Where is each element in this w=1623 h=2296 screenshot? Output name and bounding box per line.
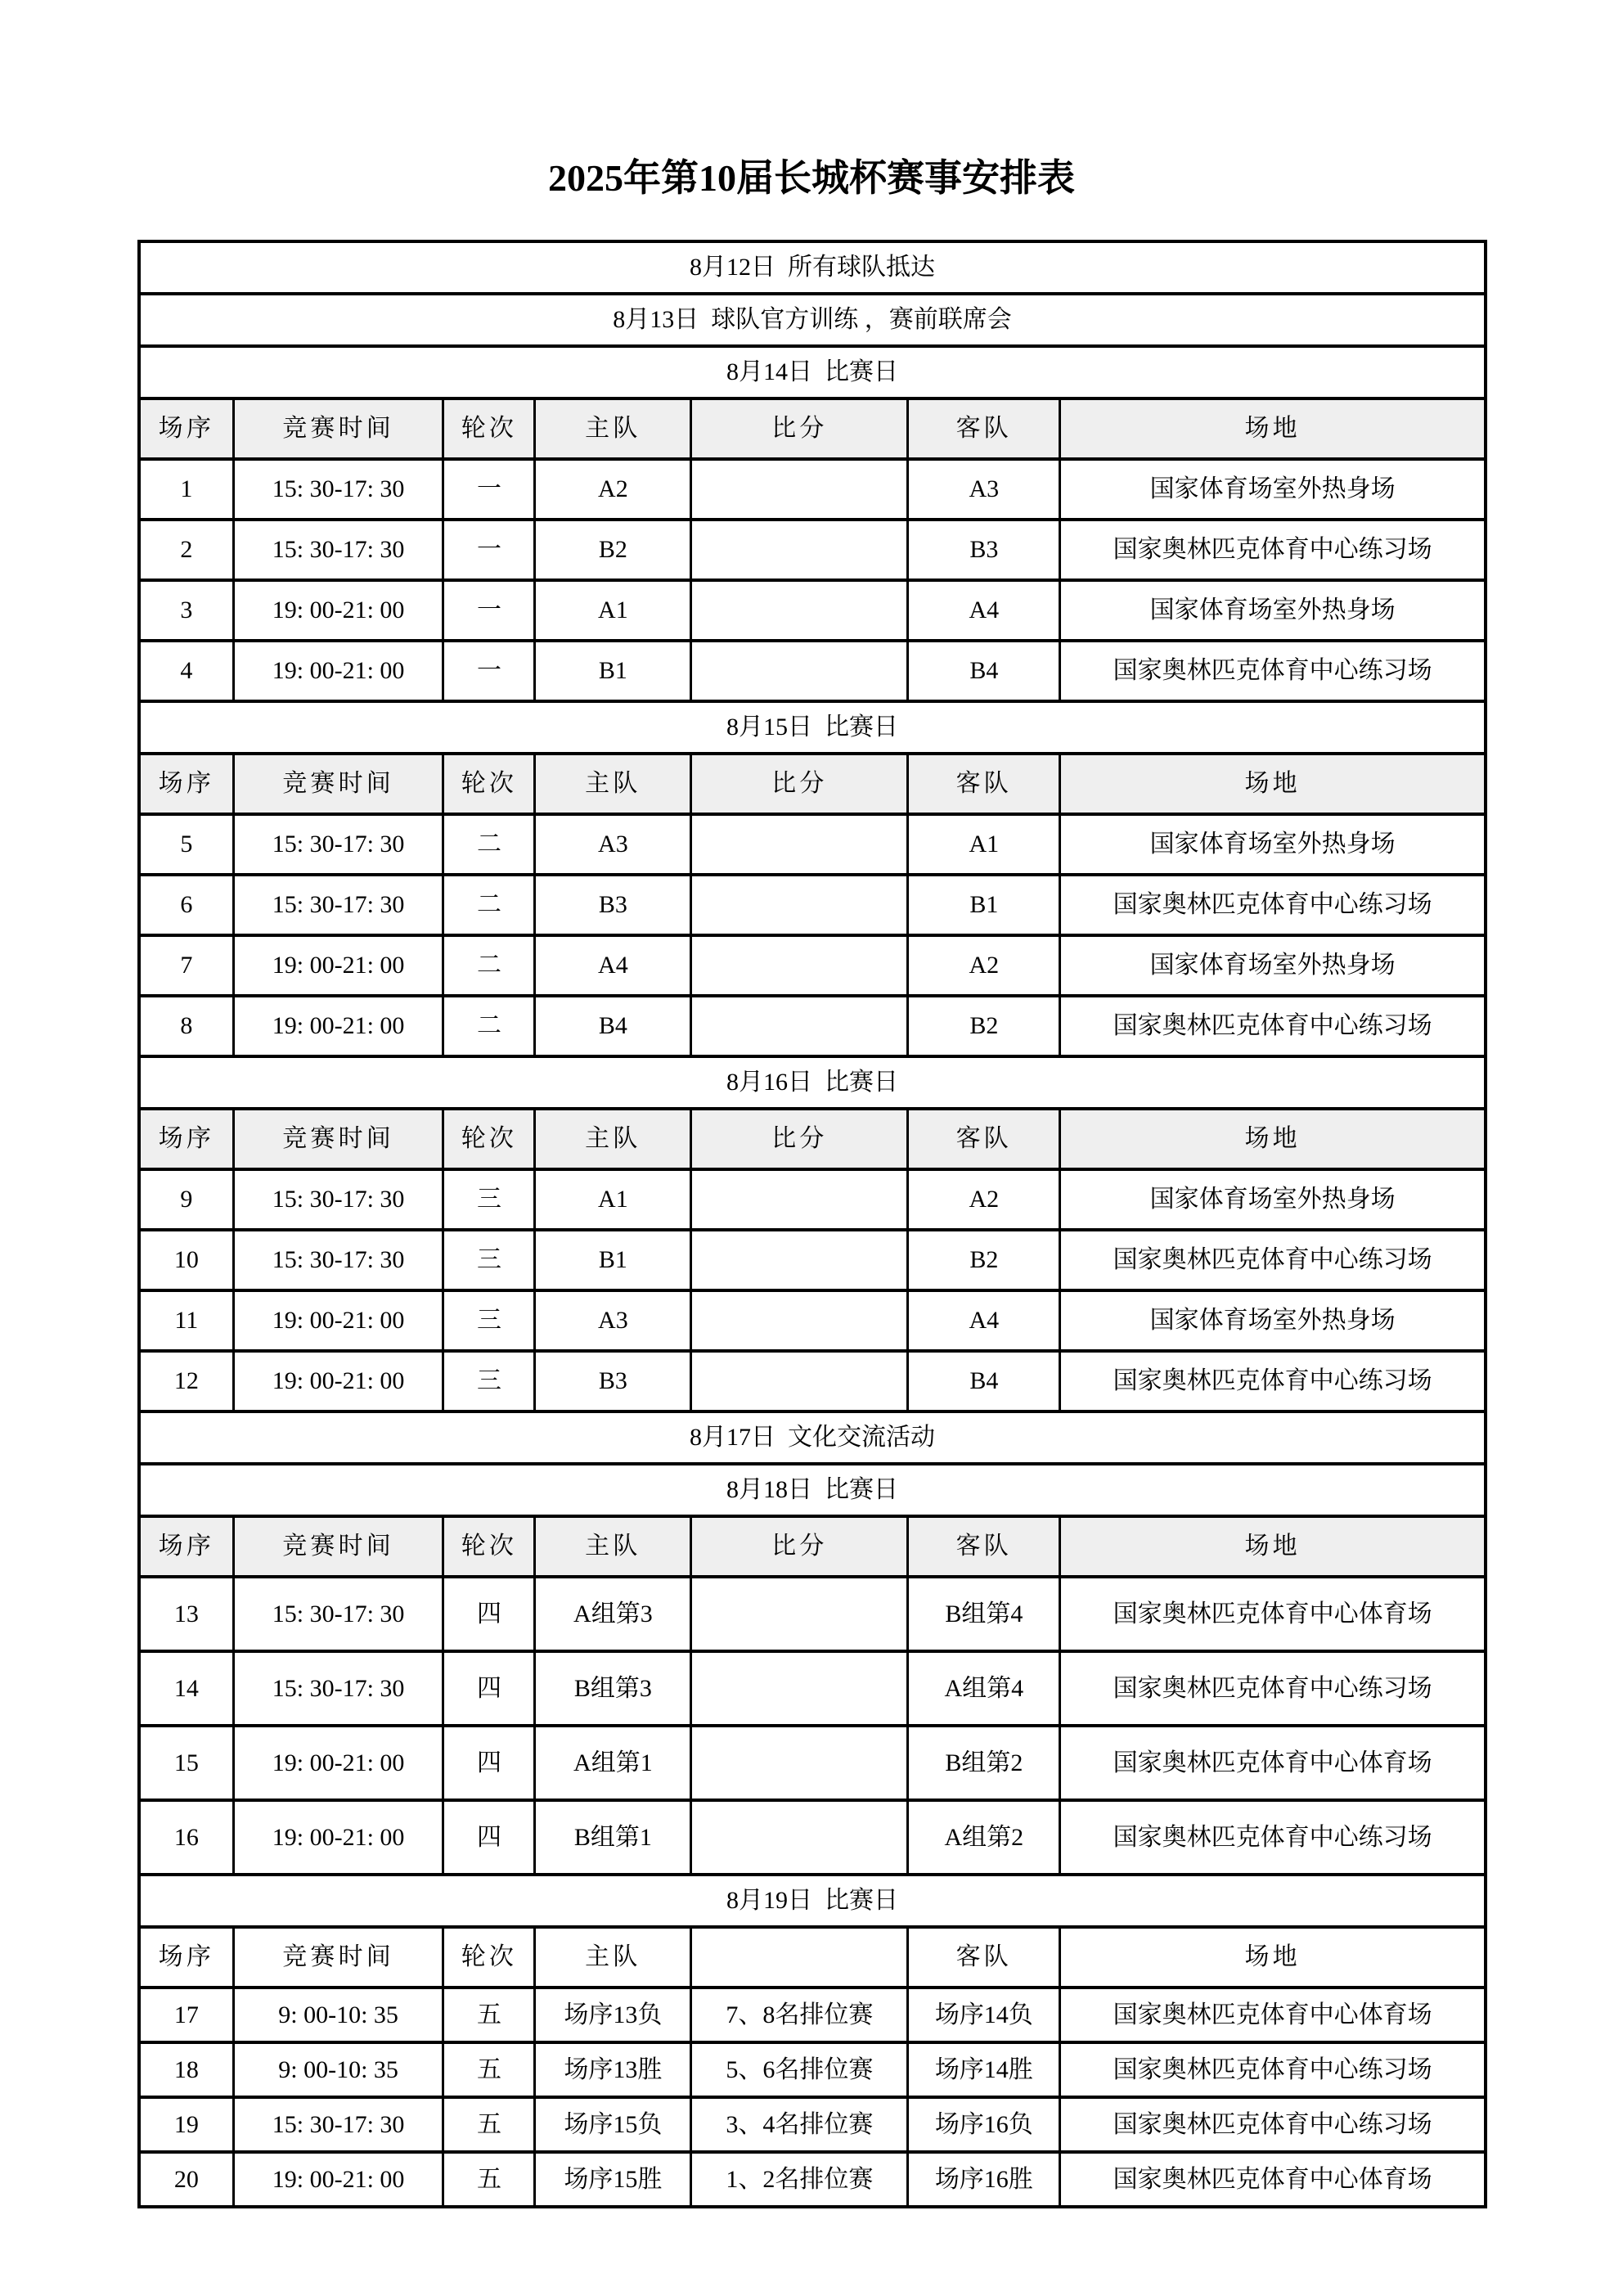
- cell-match-no: 5: [139, 814, 233, 875]
- date-banner: 8月17日 文化交流活动: [139, 1411, 1486, 1464]
- cell-away-team: B2: [908, 1230, 1060, 1290]
- cell-round: 二: [443, 875, 535, 935]
- column-header-score: 比分: [691, 1109, 908, 1169]
- cell-score: [691, 459, 908, 520]
- cell-time: 15: 30-17: 30: [233, 1169, 443, 1230]
- cell-away-team: A4: [908, 1290, 1060, 1351]
- cell-away-team: 场序16胜: [908, 2152, 1060, 2207]
- cell-time: 9: 00-10: 35: [233, 1988, 443, 2042]
- column-header-time: 竞赛时间: [233, 1516, 443, 1577]
- column-header-score: 比分: [691, 398, 908, 459]
- match-row: [139, 459, 1486, 520]
- cell-match-no: 10: [139, 1230, 233, 1290]
- cell-round: 五: [443, 2097, 535, 2152]
- cell-match-no: 16: [139, 1800, 233, 1875]
- cell-home-team: A组第1: [535, 1726, 691, 1800]
- cell-match-no: 19: [139, 2097, 233, 2152]
- cell-venue: 国家奥林匹克体育中心练习场: [1060, 1230, 1486, 1290]
- column-header-score: 比分: [691, 754, 908, 814]
- column-header-score: [691, 1927, 908, 1988]
- cell-home-team: B组第1: [535, 1800, 691, 1875]
- cell-venue: 国家奥林匹克体育中心练习场: [1060, 1651, 1486, 1726]
- date-banner-row: [139, 241, 1486, 294]
- cell-round: 二: [443, 935, 535, 996]
- column-header-score: 比分: [691, 1516, 908, 1577]
- cell-home-team: 场序13胜: [535, 2042, 691, 2097]
- date-banner-row: [139, 294, 1486, 346]
- column-header-venue: 场地: [1060, 1109, 1486, 1169]
- match-row: [139, 1800, 1486, 1875]
- cell-away-team: B3: [908, 520, 1060, 580]
- cell-score: 1、2名排位赛: [691, 2152, 908, 2207]
- cell-round: 一: [443, 459, 535, 520]
- column-header-away-team: 客队: [908, 1927, 1060, 1988]
- cell-home-team: B3: [535, 875, 691, 935]
- match-row: [139, 1230, 1486, 1290]
- cell-venue: 国家奥林匹克体育中心练习场: [1060, 996, 1486, 1056]
- cell-away-team: 场序16负: [908, 2097, 1060, 2152]
- cell-venue: 国家奥林匹克体育中心练习场: [1060, 2097, 1486, 2152]
- match-row: [139, 1169, 1486, 1230]
- cell-home-team: A1: [535, 580, 691, 641]
- cell-match-no: 20: [139, 2152, 233, 2207]
- column-header-match-no: 场序: [139, 1109, 233, 1169]
- cell-match-no: 6: [139, 875, 233, 935]
- cell-venue: 国家奥林匹克体育中心体育场: [1060, 2152, 1486, 2207]
- cell-match-no: 17: [139, 1988, 233, 2042]
- cell-venue: 国家奥林匹克体育中心体育场: [1060, 1577, 1486, 1651]
- cell-match-no: 7: [139, 935, 233, 996]
- cell-home-team: B1: [535, 1230, 691, 1290]
- cell-venue: 国家奥林匹克体育中心练习场: [1060, 1351, 1486, 1411]
- cell-score: [691, 1230, 908, 1290]
- cell-time: 15: 30-17: 30: [233, 520, 443, 580]
- column-header-match-no: 场序: [139, 398, 233, 459]
- match-row: [139, 1351, 1486, 1411]
- page-title: 2025年第10届长城杯赛事安排表: [548, 157, 1075, 199]
- cell-time: 15: 30-17: 30: [233, 1651, 443, 1726]
- column-header-venue: 场地: [1060, 1516, 1486, 1577]
- cell-venue: 国家奥林匹克体育中心练习场: [1060, 641, 1486, 701]
- cell-match-no: 3: [139, 580, 233, 641]
- cell-venue: 国家奥林匹克体育中心练习场: [1060, 1800, 1486, 1875]
- cell-round: 一: [443, 641, 535, 701]
- cell-venue: 国家体育场室外热身场: [1060, 935, 1486, 996]
- cell-score: 7、8名排位赛: [691, 1988, 908, 2042]
- cell-venue: 国家奥林匹克体育中心练习场: [1060, 520, 1486, 580]
- column-header-round: 轮次: [443, 1516, 535, 1577]
- cell-venue: 国家奥林匹克体育中心练习场: [1060, 2042, 1486, 2097]
- cell-time: 15: 30-17: 30: [233, 2097, 443, 2152]
- cell-away-team: B组第4: [908, 1577, 1060, 1651]
- cell-venue: 国家体育场室外热身场: [1060, 1290, 1486, 1351]
- cell-home-team: 场序15负: [535, 2097, 691, 2152]
- cell-score: [691, 814, 908, 875]
- cell-home-team: A3: [535, 814, 691, 875]
- cell-match-no: 15: [139, 1726, 233, 1800]
- cell-score: [691, 1577, 908, 1651]
- column-header-venue: 场地: [1060, 1927, 1486, 1988]
- cell-venue: 国家体育场室外热身场: [1060, 1169, 1486, 1230]
- cell-round: 四: [443, 1726, 535, 1800]
- column-header-row: [139, 1516, 1486, 1577]
- cell-home-team: A2: [535, 459, 691, 520]
- cell-round: 四: [443, 1651, 535, 1726]
- cell-home-team: B3: [535, 1351, 691, 1411]
- match-row: [139, 935, 1486, 996]
- date-banner: 8月14日 比赛日: [139, 346, 1486, 398]
- cell-round: 五: [443, 1988, 535, 2042]
- date-banner-row: [139, 1056, 1486, 1109]
- cell-home-team: B2: [535, 520, 691, 580]
- column-header-venue: 场地: [1060, 398, 1486, 459]
- cell-away-team: B4: [908, 1351, 1060, 1411]
- cell-score: [691, 1651, 908, 1726]
- column-header-round: 轮次: [443, 1109, 535, 1169]
- cell-away-team: A组第4: [908, 1651, 1060, 1726]
- cell-score: [691, 580, 908, 641]
- column-header-away-team: 客队: [908, 754, 1060, 814]
- match-row: [139, 580, 1486, 641]
- cell-time: 19: 00-21: 00: [233, 1351, 443, 1411]
- schedule-table: [137, 240, 1487, 2208]
- date-banner: 8月16日 比赛日: [139, 1056, 1486, 1109]
- date-banner: 8月15日 比赛日: [139, 701, 1486, 754]
- cell-time: 19: 00-21: 00: [233, 641, 443, 701]
- cell-time: 19: 00-21: 00: [233, 1800, 443, 1875]
- cell-away-team: A组第2: [908, 1800, 1060, 1875]
- cell-venue: 国家体育场室外热身场: [1060, 459, 1486, 520]
- match-row: [139, 641, 1486, 701]
- column-header-round: 轮次: [443, 754, 535, 814]
- cell-round: 一: [443, 580, 535, 641]
- cell-time: 15: 30-17: 30: [233, 814, 443, 875]
- column-header-away-team: 客队: [908, 1109, 1060, 1169]
- cell-round: 三: [443, 1230, 535, 1290]
- cell-score: [691, 1726, 908, 1800]
- cell-home-team: A1: [535, 1169, 691, 1230]
- cell-away-team: A2: [908, 1169, 1060, 1230]
- cell-away-team: A3: [908, 459, 1060, 520]
- cell-home-team: 场序13负: [535, 1988, 691, 2042]
- date-banner: 8月13日 球队官方训练 ，赛前联席会: [139, 294, 1486, 346]
- cell-time: 15: 30-17: 30: [233, 459, 443, 520]
- cell-away-team: 场序14胜: [908, 2042, 1060, 2097]
- cell-match-no: 13: [139, 1577, 233, 1651]
- cell-home-team: A组第3: [535, 1577, 691, 1651]
- column-header-match-no: 场序: [139, 1927, 233, 1988]
- cell-time: 19: 00-21: 00: [233, 1290, 443, 1351]
- cell-score: [691, 1169, 908, 1230]
- cell-match-no: 9: [139, 1169, 233, 1230]
- date-banner: 8月19日 比赛日: [139, 1875, 1486, 1927]
- cell-away-team: B2: [908, 996, 1060, 1056]
- cell-time: 15: 30-17: 30: [233, 1230, 443, 1290]
- cell-score: [691, 520, 908, 580]
- cell-round: 一: [443, 520, 535, 580]
- cell-score: [691, 1800, 908, 1875]
- cell-away-team: A4: [908, 580, 1060, 641]
- column-header-home-team: 主队: [535, 398, 691, 459]
- date-banner: 8月12日 所有球队抵达: [139, 241, 1486, 294]
- cell-score: [691, 641, 908, 701]
- cell-match-no: 8: [139, 996, 233, 1056]
- cell-home-team: B4: [535, 996, 691, 1056]
- cell-match-no: 18: [139, 2042, 233, 2097]
- match-row: [139, 996, 1486, 1056]
- column-header-home-team: 主队: [535, 1516, 691, 1577]
- cell-match-no: 11: [139, 1290, 233, 1351]
- cell-match-no: 14: [139, 1651, 233, 1726]
- cell-away-team: A2: [908, 935, 1060, 996]
- cell-round: 二: [443, 814, 535, 875]
- cell-time: 15: 30-17: 30: [233, 875, 443, 935]
- column-header-row: [139, 1109, 1486, 1169]
- date-banner-row: [139, 701, 1486, 754]
- match-row: [139, 2042, 1486, 2097]
- cell-round: 二: [443, 996, 535, 1056]
- cell-score: [691, 996, 908, 1056]
- cell-time: 19: 00-21: 00: [233, 2152, 443, 2207]
- cell-time: 15: 30-17: 30: [233, 1577, 443, 1651]
- date-banner-row: [139, 346, 1486, 398]
- cell-match-no: 4: [139, 641, 233, 701]
- column-header-match-no: 场序: [139, 754, 233, 814]
- cell-time: 19: 00-21: 00: [233, 935, 443, 996]
- cell-round: 五: [443, 2042, 535, 2097]
- cell-away-team: B4: [908, 641, 1060, 701]
- cell-match-no: 12: [139, 1351, 233, 1411]
- cell-venue: 国家体育场室外热身场: [1060, 580, 1486, 641]
- cell-time: 9: 00-10: 35: [233, 2042, 443, 2097]
- column-header-away-team: 客队: [908, 1516, 1060, 1577]
- match-row: [139, 814, 1486, 875]
- cell-round: 三: [443, 1290, 535, 1351]
- match-row: [139, 1577, 1486, 1651]
- cell-score: [691, 1351, 908, 1411]
- column-header-round: 轮次: [443, 398, 535, 459]
- match-row: [139, 1290, 1486, 1351]
- column-header-row: [139, 398, 1486, 459]
- match-row: [139, 1651, 1486, 1726]
- column-header-row: [139, 1927, 1486, 1988]
- cell-away-team: B组第2: [908, 1726, 1060, 1800]
- cell-time: 19: 00-21: 00: [233, 996, 443, 1056]
- column-header-round: 轮次: [443, 1927, 535, 1988]
- cell-round: 三: [443, 1169, 535, 1230]
- column-header-away-team: 客队: [908, 398, 1060, 459]
- cell-round: 四: [443, 1577, 535, 1651]
- column-header-home-team: 主队: [535, 1927, 691, 1988]
- date-banner-row: [139, 1411, 1486, 1464]
- match-row: [139, 1726, 1486, 1800]
- cell-score: [691, 875, 908, 935]
- column-header-venue: 场地: [1060, 754, 1486, 814]
- column-header-time: 竞赛时间: [233, 398, 443, 459]
- match-row: [139, 1988, 1486, 2042]
- column-header-home-team: 主队: [535, 1109, 691, 1169]
- cell-away-team: B1: [908, 875, 1060, 935]
- cell-home-team: A3: [535, 1290, 691, 1351]
- cell-venue: 国家体育场室外热身场: [1060, 814, 1486, 875]
- cell-venue: 国家奥林匹克体育中心体育场: [1060, 1988, 1486, 2042]
- cell-score: 5、6名排位赛: [691, 2042, 908, 2097]
- cell-score: [691, 1290, 908, 1351]
- match-row: [139, 2152, 1486, 2207]
- cell-time: 19: 00-21: 00: [233, 580, 443, 641]
- cell-match-no: 1: [139, 459, 233, 520]
- cell-home-team: 场序15胜: [535, 2152, 691, 2207]
- cell-time: 19: 00-21: 00: [233, 1726, 443, 1800]
- match-row: [139, 2097, 1486, 2152]
- column-header-time: 竞赛时间: [233, 1927, 443, 1988]
- cell-venue: 国家奥林匹克体育中心体育场: [1060, 1726, 1486, 1800]
- column-header-home-team: 主队: [535, 754, 691, 814]
- date-banner-row: [139, 1875, 1486, 1927]
- date-banner: 8月18日 比赛日: [139, 1464, 1486, 1516]
- cell-round: 五: [443, 2152, 535, 2207]
- match-row: [139, 875, 1486, 935]
- cell-home-team: B组第3: [535, 1651, 691, 1726]
- cell-home-team: A4: [535, 935, 691, 996]
- cell-away-team: 场序14负: [908, 1988, 1060, 2042]
- cell-round: 三: [443, 1351, 535, 1411]
- date-banner-row: [139, 1464, 1486, 1516]
- column-header-match-no: 场序: [139, 1516, 233, 1577]
- cell-score: [691, 935, 908, 996]
- cell-away-team: A1: [908, 814, 1060, 875]
- cell-score: 3、4名排位赛: [691, 2097, 908, 2152]
- cell-match-no: 2: [139, 520, 233, 580]
- column-header-time: 竞赛时间: [233, 1109, 443, 1169]
- column-header-row: [139, 754, 1486, 814]
- column-header-time: 竞赛时间: [233, 754, 443, 814]
- cell-venue: 国家奥林匹克体育中心练习场: [1060, 875, 1486, 935]
- cell-home-team: B1: [535, 641, 691, 701]
- match-row: [139, 520, 1486, 580]
- cell-round: 四: [443, 1800, 535, 1875]
